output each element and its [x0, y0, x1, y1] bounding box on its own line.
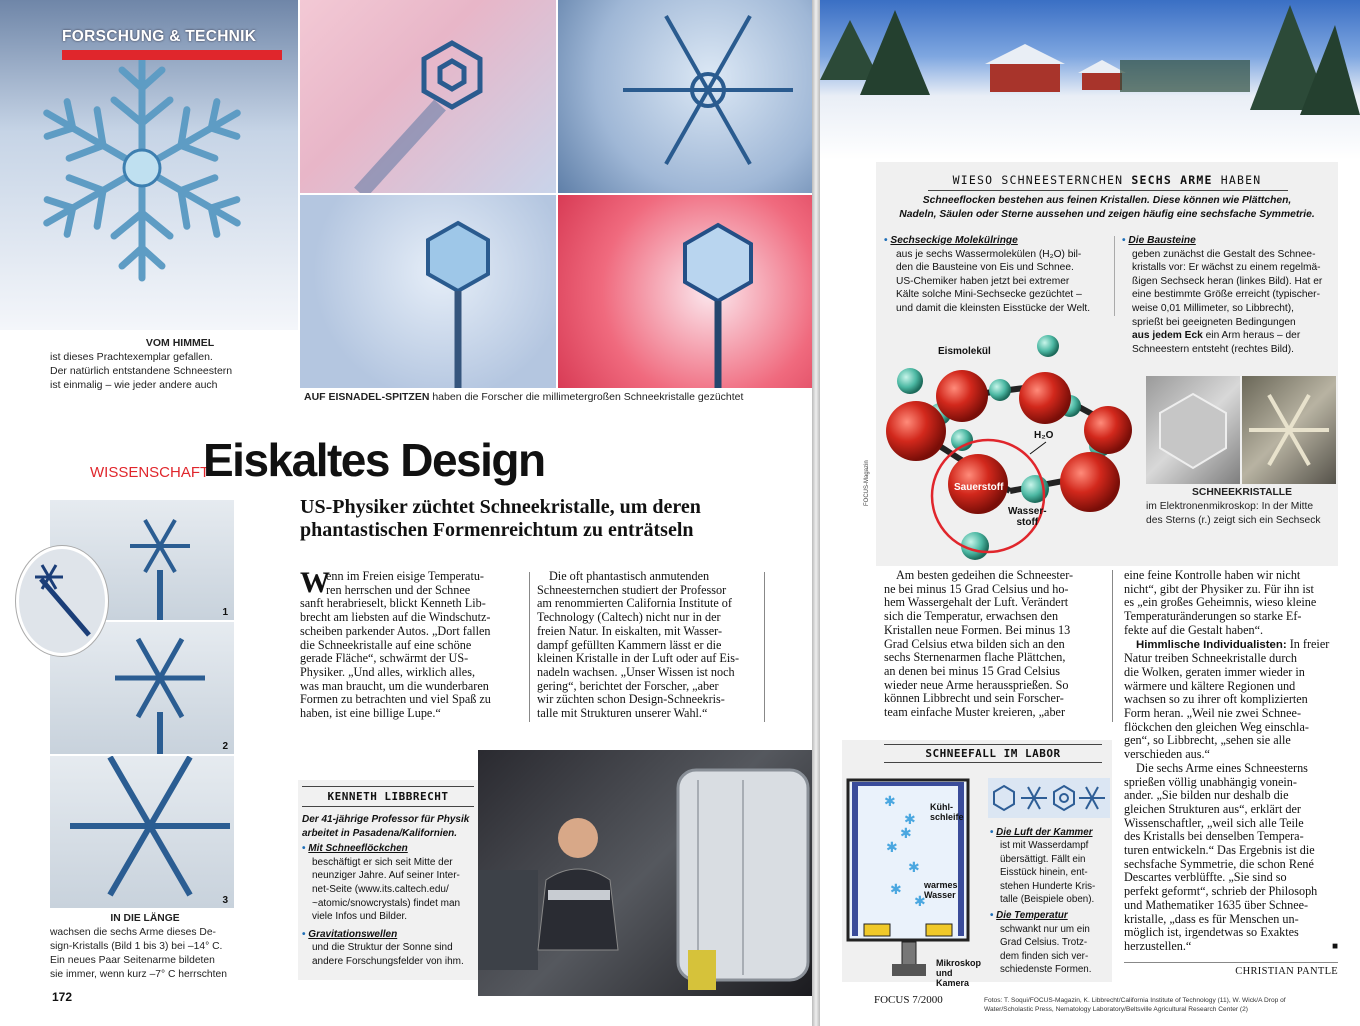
subhead-line: phantastischen Formenreichtum zu enträtseln: [300, 519, 694, 541]
text-line: turen entwickeln.“ Das Ergebnis ist die: [1124, 843, 1315, 858]
text-line: wieder neue Arme heraussprießen. So: [884, 677, 1069, 692]
infobox-col-2: [1122, 234, 1336, 356]
section-underline: [62, 50, 282, 60]
caption-eisnadel: [304, 390, 804, 404]
item-head: Mit Schneeflöckchen: [308, 843, 408, 855]
item-head: Die Luft der Kammer: [996, 827, 1093, 838]
text-line: kristalls vor: Er wächst zu einem regelmä-: [1132, 262, 1321, 274]
caption-schneekristalle: [1146, 486, 1338, 528]
text-line: wir züchten schon Design-Schneekris-: [537, 692, 725, 707]
text-line: Schneestern entsteht (rechtes Bild).: [1132, 343, 1294, 355]
column-rule: [529, 572, 530, 722]
text-line: dem finden sich ver-: [1000, 950, 1089, 962]
text-line: In freier: [1289, 636, 1330, 651]
text-line: kristalle, „dass es für Menschen un-: [1124, 911, 1299, 926]
text-line: Der 41-jährige Professor für Physik: [302, 814, 470, 825]
column-rule: [1114, 236, 1115, 316]
photo-grid: [300, 0, 812, 388]
box-intro: [302, 813, 474, 840]
page-gutter: [812, 0, 820, 1026]
text-line: schwankt nur um ein: [1000, 923, 1090, 935]
needle-photo-1: [300, 0, 556, 193]
text-line: Physiker. „Und alles, wirklich alles,: [300, 664, 475, 679]
text-line: Schneeflocken bestehen aus feinen Kristallen. Diese können wie Plättchen,: [922, 195, 1292, 206]
text-line: gleichen Strukturen aus“, erklärt der: [1124, 801, 1301, 816]
labor-items: [990, 826, 1110, 976]
text-line: fekte auf die Gestalt haben“.: [1124, 622, 1264, 637]
text-line: Am besten gedeihen die Schneester-: [896, 568, 1074, 582]
caption-line: im Elektronenmikroskop: In der Mitte: [1146, 501, 1314, 512]
caption-title: SCHNEEKRISTALLE: [1192, 487, 1292, 498]
box-title: KENNETH LIBBRECHT: [327, 790, 449, 803]
text-line: ander. „Sie bilden nur deshalb die: [1124, 788, 1289, 803]
text-line: andere Forschungsfelder von ihm.: [312, 955, 464, 967]
text-line: und Kamera: [936, 968, 970, 988]
strip-number: 3: [222, 895, 228, 906]
snowflake-icon: [300, 0, 556, 193]
svg-text:✱: ✱: [914, 894, 926, 910]
text-line: Schneesternchen studiert der Professor: [537, 582, 727, 597]
text-line: weise 0,01 Millimeter, so Libbrecht),: [1132, 302, 1294, 314]
divider: [1124, 962, 1338, 963]
caption-line: Der natürlich entstandene Schneestern: [50, 365, 233, 377]
text-line: net-Seite (www.its.caltech.edu/: [312, 883, 449, 895]
text-line: Die oft phantastisch anmutenden: [549, 569, 710, 583]
text-line: warmes: [924, 880, 958, 890]
text-line: sprießt bei geeigneten Bedingungen: [1132, 316, 1296, 328]
footer-magazine: FOCUS 7/2000: [874, 994, 943, 1006]
caption-line: sie immer, wenn kurz –7° C herrschten: [50, 969, 227, 980]
growth-photo-3: [50, 756, 234, 908]
divider: [302, 806, 474, 807]
caption-title: AUF EISNADEL-SPITZEN: [304, 391, 430, 403]
subhead-inline: Himmlische Individualisten:: [1136, 638, 1287, 651]
caption-text: haben die Forscher die millimetergroßen Schneekristalle gezüchtet: [432, 391, 744, 403]
title-part: HABEN: [1220, 173, 1262, 187]
photo-credits: [984, 996, 1354, 1014]
caption-vom-himmel: [50, 336, 300, 392]
needle-photo-3: [300, 195, 556, 388]
divider: [928, 190, 1288, 191]
text-line: haben, ist eine billige Lupe.“: [300, 706, 441, 721]
text-line: ßigen Sechseck heran (linkes Bild). Hat er: [1132, 275, 1323, 287]
text-line: sanft herabrieselt, blickt Kenneth Lib-: [300, 596, 486, 611]
label-kuehlschleife: [930, 802, 964, 822]
text-line: die Schneekristalle auf eine schöne: [300, 637, 472, 652]
bullet-icon: •: [990, 910, 994, 922]
text-line: sechsfache Symmetrie, die schon René: [1124, 856, 1314, 871]
text-line: gen“, so Libbrecht, „sehen sie alle: [1124, 733, 1291, 748]
text-line: ist mit Wasserdampf: [1000, 840, 1089, 852]
text-line: und die Struktur der Sonne sind: [312, 942, 453, 954]
end-mark-icon: ■: [1331, 940, 1338, 952]
text-line: sprießen völlig unabhängig vonein-: [1124, 774, 1297, 789]
svg-text:✱: ✱: [904, 812, 916, 828]
text-line: Die sechs Arme eines Schneesterns: [1136, 760, 1308, 775]
strip-number: 2: [222, 741, 228, 752]
text-line: was man braucht, um die wunderbaren: [300, 678, 489, 693]
text-line: ne bei minus 15 Grad Celsius und ho-: [884, 581, 1069, 596]
snowflake-icon: [300, 195, 556, 388]
text-line: schleife: [930, 812, 964, 822]
bullet-icon: •: [884, 235, 888, 246]
text-line: enn im Freien eisige Temperatu-: [326, 569, 484, 583]
text-line: Natur treiben Schneekristalle durch: [1124, 651, 1297, 666]
text-line: wachsen so zu ihrer oft komplizierten: [1124, 692, 1308, 707]
text-line: Kälte solche Mini-Sechsecke gezüchtet –: [896, 289, 1082, 301]
text-line: herzustellen.“: [1124, 938, 1192, 953]
text-line: übersättigt. Fällt ein: [1000, 853, 1086, 865]
text-line: brecht am liebsten auf die Windschutz-: [300, 610, 491, 625]
emphasis: aus jedem Eck: [1132, 330, 1203, 342]
text-line: Technology (Caltech) nicht nur in der: [537, 610, 721, 625]
text-line: Grad Celsius etwa bilden sich an den: [884, 636, 1065, 651]
svg-text:✱: ✱: [886, 840, 898, 856]
strip-number: 1: [222, 607, 228, 618]
text-line: nadeln wachsen. „Unser Wissen ist noch: [537, 664, 735, 679]
hexagon-icon: [1146, 376, 1240, 484]
text-line: stehen Hunderte Kris-: [1000, 880, 1096, 892]
star-micro-photo: [1242, 376, 1336, 484]
caption-line: ist einmalig – wie jeder andere auch: [50, 379, 218, 391]
text-line: den die Bausteine von Eis und Schnee.: [896, 262, 1074, 274]
divider: [884, 744, 1102, 745]
label-sauerstoff: Sauerstoff: [954, 482, 1004, 493]
section-label: FORSCHUNG & TECHNIK: [62, 28, 257, 45]
caption-line: wachsen die sechs Arme dieses De-: [50, 927, 216, 938]
infobox-title: [876, 173, 1338, 187]
winter-landscape-photo: [820, 0, 1360, 160]
text-line: arbeitet in Pasadena/Kalifornien.: [302, 827, 458, 839]
box-item: [302, 928, 474, 969]
divider: [884, 762, 1102, 763]
text-line: kleinen Kristalle in der Luft oder auf Eis-: [537, 651, 740, 666]
libbrecht-box: [298, 780, 478, 980]
text-line: können Libbrecht und sein Forscher-: [884, 691, 1064, 706]
text-line: nicht“, gibt der Physiker zu. Für ihn ist: [1124, 581, 1314, 596]
text-line: stoff: [1016, 517, 1039, 528]
title-part: SECHS ARME: [1131, 173, 1213, 187]
text-line: sechs Sternenarmen flache Plättchen,: [884, 650, 1066, 665]
text-line: hem Wassergehalt der Luft. Verändert: [884, 595, 1069, 610]
text-line: neunziger Jahre. Auf seiner Inter-: [312, 870, 460, 882]
svg-text:✱: ✱: [890, 882, 902, 898]
item-head: Sechseckige Molekülringe: [890, 235, 1018, 246]
text-line: gering“, berichtet der Forscher, „aber: [537, 678, 719, 693]
text-line: und Mathematiker 1635 über Schnee-: [1124, 897, 1309, 912]
text-line: sich die Temperatur, erwachsen den: [884, 609, 1059, 624]
label-wasserstoff: [1008, 506, 1047, 528]
rubric: WISSENSCHAFT: [90, 464, 210, 481]
snowflake-icon: [558, 0, 812, 193]
text-line: Wissenschaftler, „weil sich alle Teile: [1124, 815, 1304, 830]
text-line: dampf gefüllten Kammern lässt er die: [537, 637, 722, 652]
magnifier-inset: [16, 546, 108, 656]
text-line: flöckchen den gleichen Weg einschla-: [1124, 719, 1309, 734]
item-head: Gravitationswellen: [308, 928, 398, 940]
caption-in-die-laenge: [50, 912, 240, 982]
caption-title: IN DIE LÄNGE: [110, 913, 180, 924]
bullet-icon: •: [1122, 235, 1126, 246]
caption-line: ist dieses Prachtexemplar gefallen.: [50, 351, 213, 363]
label-mikroskop: [936, 958, 984, 988]
svg-text:✱: ✱: [908, 860, 920, 876]
bullet-icon: •: [302, 843, 306, 855]
text-line: Temperaturänderungen so starke Ef-: [1124, 609, 1302, 624]
text-line: Water/Scholastic Press, Nematology Laboratory/Beltsville Agricultural Research Center (2): [984, 1006, 1248, 1013]
text-line: die Wolken, geraten immer wieder in: [1124, 664, 1305, 679]
text-line: möglich ist, irgendetwas so Exaktes: [1124, 925, 1299, 940]
text-line: team einfache Muster kreieren, „aber: [884, 705, 1066, 720]
headline: Eiskaltes Design: [203, 434, 545, 486]
snowflake-icon: [50, 756, 234, 908]
right-article-column-1: [884, 569, 1102, 720]
item-head: Die Bausteine: [1128, 235, 1196, 246]
text-line: eine bestimmte Größe erreicht (typischer-: [1132, 289, 1320, 301]
caption-line: sign-Kristalls (Bild 1 bis 3) bei –14° C.: [50, 941, 223, 952]
text-line: an denen bei minus 15 Grad Celsius: [884, 663, 1061, 678]
text-line: Kühl-: [930, 802, 953, 812]
text-line: talle mit Strukturen unserer Wahl.“: [537, 706, 708, 721]
text-line: Fotos: T. Soqui/FOCUS-Magazin, K. Libbrecht/California Institute of Technology (11), W. Wick/A Drop of: [984, 997, 1286, 1004]
label-eismolekuel: Eismolekül: [938, 346, 991, 357]
libbrecht-photo: [478, 750, 812, 996]
text-line: es „ein großes Geheimnis, wieso kleine: [1124, 595, 1317, 610]
subhead-line: US-Physiker züchtet Schneekristalle, um deren: [300, 496, 701, 518]
needle-icon: [19, 549, 105, 653]
text-line: ~atomic/snowcrystals) findet man: [312, 897, 461, 909]
text-line: und damit die kleinsten Eisstücke der Welt.: [896, 302, 1091, 314]
infobox-col-1: [884, 234, 1102, 316]
text-line: scheiben parkender Autos. „Dort fallen: [300, 623, 491, 638]
column-rule: [1112, 570, 1113, 722]
molecule-diagram: [864, 326, 1142, 566]
label-warmes-wasser: [924, 880, 958, 900]
column-rule: [764, 572, 765, 722]
text-line: Descartes verblüffte. „Sie sind so: [1124, 870, 1287, 885]
right-article-column-2: [1124, 569, 1338, 954]
label-h2o: H₂O: [1034, 430, 1054, 441]
item-head: Die Temperatur: [996, 910, 1068, 922]
bullet-icon: •: [302, 928, 306, 940]
article-column-1: [300, 566, 526, 721]
text-line: geben zunächst die Gestalt des Schnee-: [1132, 248, 1316, 260]
text-line: Form heran. „Weil nie zwei Schnee-: [1124, 706, 1302, 721]
graphic-credit: FOCUS-Magazin: [864, 460, 870, 506]
text-line: Wasser: [924, 890, 956, 900]
snowflake-row-icon: [988, 778, 1110, 818]
text-line: des Kristalls bei denselben Tempera-: [1124, 829, 1304, 844]
text-line: talle (Beispiele oben).: [1000, 894, 1095, 906]
lab-crystal-examples: [988, 778, 1110, 818]
caption-line: des Sterns (r.) zeigt sich ein Sechseck: [1146, 515, 1321, 526]
lab-chamber-diagram: [844, 776, 984, 988]
text-line: viele Infos und Bilder.: [312, 911, 408, 923]
text-line: Eisstück hinein, ent-: [1000, 867, 1088, 879]
molecule-ring-icon: [880, 326, 1142, 566]
dropcap: W: [300, 566, 330, 599]
text-line: eine feine Kontrolle haben wir nicht: [1124, 568, 1301, 582]
text-line: perfekt geformt“, schrieb der Philosoph: [1124, 884, 1318, 899]
text-line: Grad Celsius. Trotz-: [1000, 937, 1088, 949]
caption-title: VOM HIMMEL: [145, 337, 215, 349]
page-number-left: 172: [52, 990, 73, 1004]
author: CHRISTIAN PANTLE: [1235, 966, 1338, 977]
needle-photo-2: [558, 0, 812, 193]
text-line: US-Chemiker haben jetzt bei extremer: [896, 275, 1070, 287]
subhead: [300, 496, 701, 542]
text-line: verschieden aus.“: [1124, 747, 1210, 762]
text-line: ein Arm heraus – der: [1205, 330, 1301, 342]
text-line: Mikroskop: [936, 958, 982, 968]
text-line: am renommierten California Institute of: [537, 596, 732, 611]
title-part: WIESO SCHNEESTERNCHEN: [952, 173, 1124, 187]
text-line: Wasser-: [1008, 506, 1047, 517]
bullet-icon: •: [990, 827, 994, 838]
svg-text:✱: ✱: [900, 826, 912, 842]
needle-photo-4: [558, 195, 812, 388]
labor-title: SCHNEEFALL IM LABOR: [925, 747, 1061, 760]
text-line: wärmere und kältere Regionen und: [1124, 678, 1296, 693]
text-line: gerade Fläche“, schwärmt der US-: [300, 651, 469, 666]
text-line: schiedenste Formen.: [1000, 964, 1092, 976]
box-item: [302, 842, 474, 924]
text-line: aus je sechs Wassermolekülen (H₂O) bil-: [896, 248, 1082, 260]
svg-text:✱: ✱: [884, 794, 896, 810]
house-icon: [820, 0, 1360, 160]
lab-scene-icon: [478, 750, 812, 996]
text-line: beschäftigt er sich seit Mitte der: [312, 856, 453, 868]
caption-line: Ein neues Paar Seitenarme bildeten: [50, 955, 215, 966]
text-line: ren herrschen und der Schnee: [326, 582, 471, 597]
text-line: Nadeln, Säulen oder Sterne aussehen und zeigen häufig eine sechsfache Symmetrie.: [899, 209, 1315, 220]
snowflake-icon: [558, 195, 812, 388]
text-line: Kristallen neue Formen. Bei minus 13: [884, 622, 1071, 637]
snowflake-icon: [1242, 376, 1336, 484]
article-column-2: [537, 570, 761, 721]
infobox-intro: [876, 194, 1338, 222]
hexagon-micro-photo: [1146, 376, 1240, 484]
text-line: freien Natur. In eiskalten, mit Wasser-: [537, 623, 723, 638]
text-line: Formen zu betrachten und viel Spaß zu: [300, 692, 491, 707]
